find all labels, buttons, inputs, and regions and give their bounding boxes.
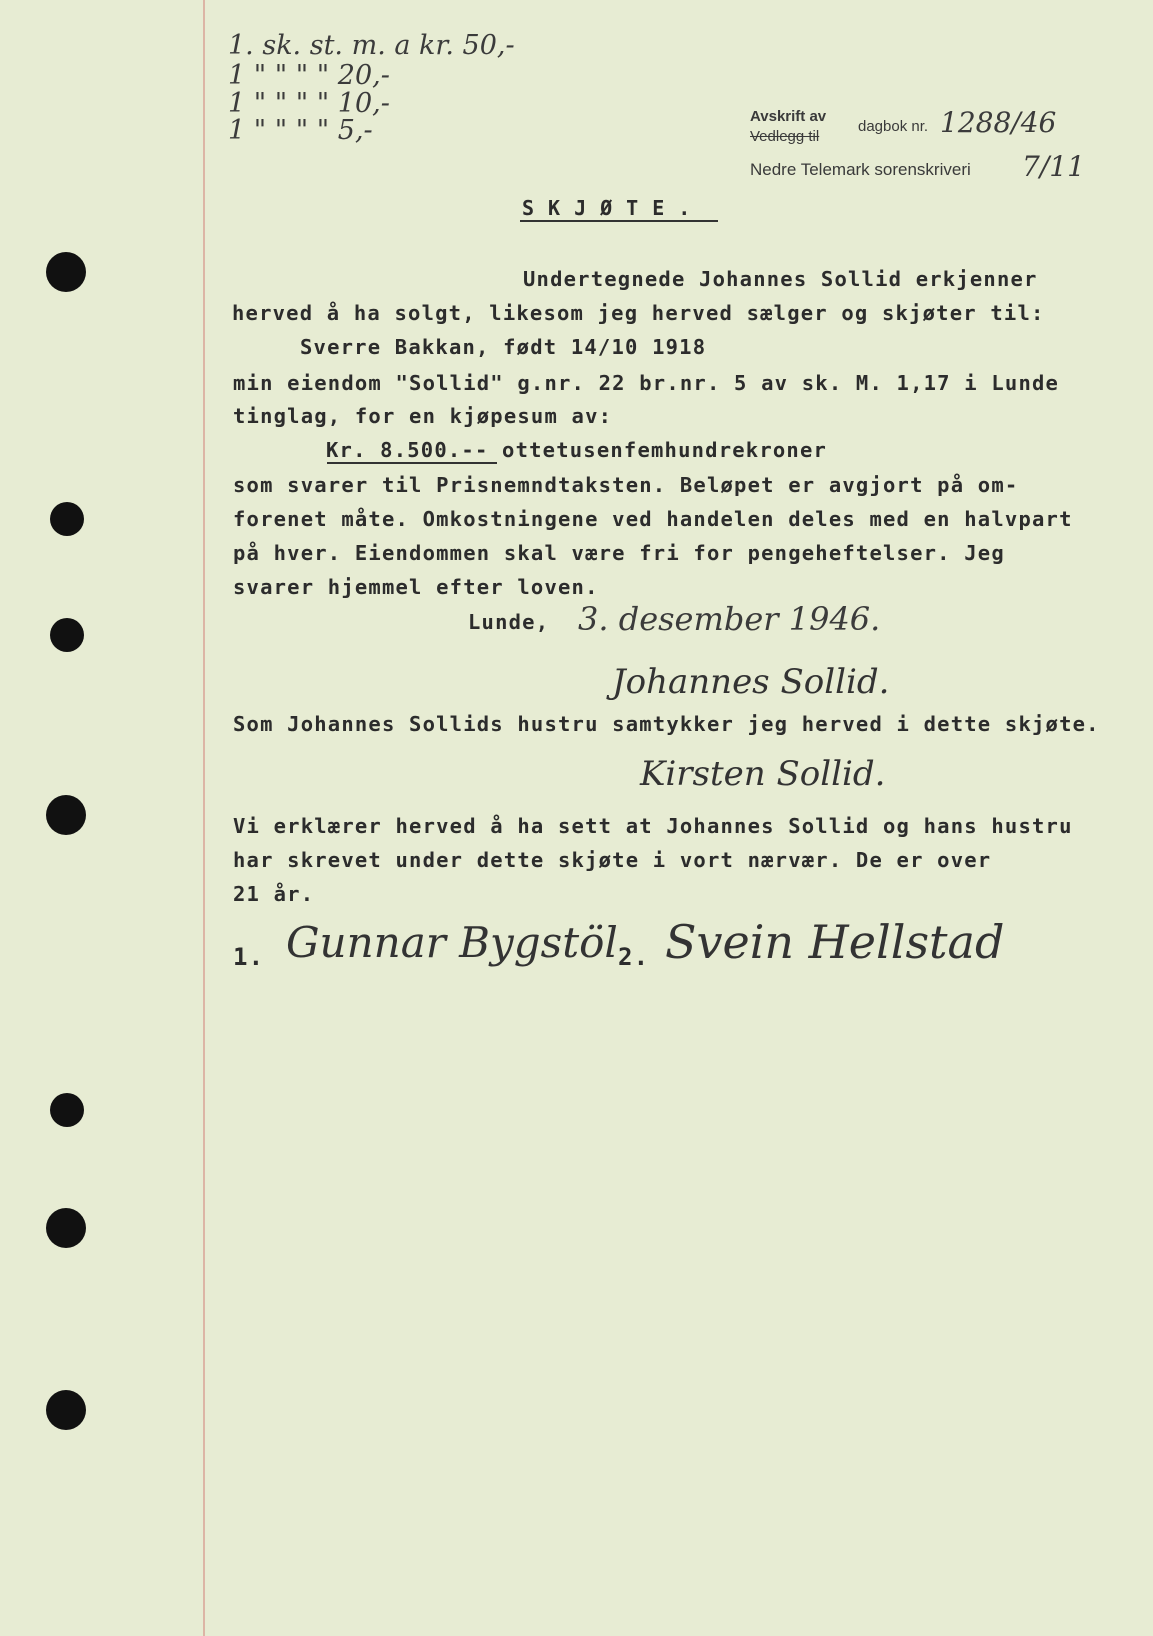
title-underline (520, 220, 718, 222)
body-line: Undertegnede Johannes Sollid erkjenner (523, 267, 1038, 291)
signature-seller: Johannes Sollid. (612, 662, 890, 702)
witness-1-number: 1. (233, 943, 265, 971)
punch-hole (46, 795, 86, 835)
place: Lunde, (468, 610, 550, 634)
body-line: på hver. Eiendommen skal være fri for pengeheftelser. Jeg (233, 541, 1005, 565)
stamp-number: 1288/46 (940, 106, 1057, 139)
signature-witness-2: Svein Hellstad (665, 915, 1005, 969)
punch-hole (46, 252, 86, 292)
witness-line: Vi erklærer herved å ha sett at Johannes Sollid og hans hustru (233, 814, 1073, 838)
stamp-label-dagbok: dagbok nr. (858, 118, 929, 135)
document-title: SKJØTE. (522, 196, 705, 220)
margin-line (203, 0, 205, 1636)
margin-note: 1 " " " " 20,- (228, 60, 390, 91)
punch-hole (50, 618, 84, 652)
stamp-office: Nedre Telemark sorenskriveri (750, 160, 971, 179)
date-handwritten: 3. desember 1946. (578, 600, 881, 638)
stamp-date: 7/11 (1022, 150, 1085, 183)
purchase-amount: Kr. 8.500.-- ottetusenfemhundrekroner (326, 438, 828, 462)
body-line: forenet måte. Omkostningene ved handelen deles med en halvpart (233, 507, 1073, 531)
stamp-label-avskrift: Avskrift av (750, 108, 827, 125)
witness-line: har skrevet under dette skjøte i vort nærvær. De er over (233, 848, 992, 872)
body-line: min eiendom "Sollid" g.nr. 22 br.nr. 5 av sk. M. 1,17 i Lunde (233, 371, 1060, 395)
body-line: herved å ha solgt, likesom jeg herved sælger og skjøter til: (232, 301, 1045, 325)
signature-wife: Kirsten Sollid. (640, 754, 886, 794)
witness-2-number: 2. (618, 943, 650, 971)
amount-underline (327, 462, 497, 464)
witness-line: 21 år. (233, 882, 315, 906)
margin-note: 1 " " " " 5,- (228, 115, 373, 146)
body-line: Sverre Bakkan, født 14/10 1918 (300, 335, 707, 359)
body-line: tinglag, for en kjøpesum av: (233, 404, 613, 428)
punch-hole (50, 1093, 84, 1127)
punch-hole (50, 502, 84, 536)
consent-line: Som Johannes Sollids hustru samtykker jeg herved i dette skjøte. (233, 712, 1100, 736)
punch-hole (46, 1208, 86, 1248)
stamp-label-vedlegg: Vedlegg til (750, 128, 820, 145)
body-line: svarer hjemmel efter loven. (233, 575, 599, 599)
margin-note: 1 " " " " 10,- (228, 88, 390, 119)
margin-note: 1. sk. st. m. a kr. 50,- (228, 30, 515, 61)
body-line: som svarer til Prisnemndtaksten. Beløpet er avgjort på om- (233, 473, 1019, 497)
punch-hole (46, 1390, 86, 1430)
signature-witness-1: Gunnar Bygstöl (286, 918, 618, 967)
